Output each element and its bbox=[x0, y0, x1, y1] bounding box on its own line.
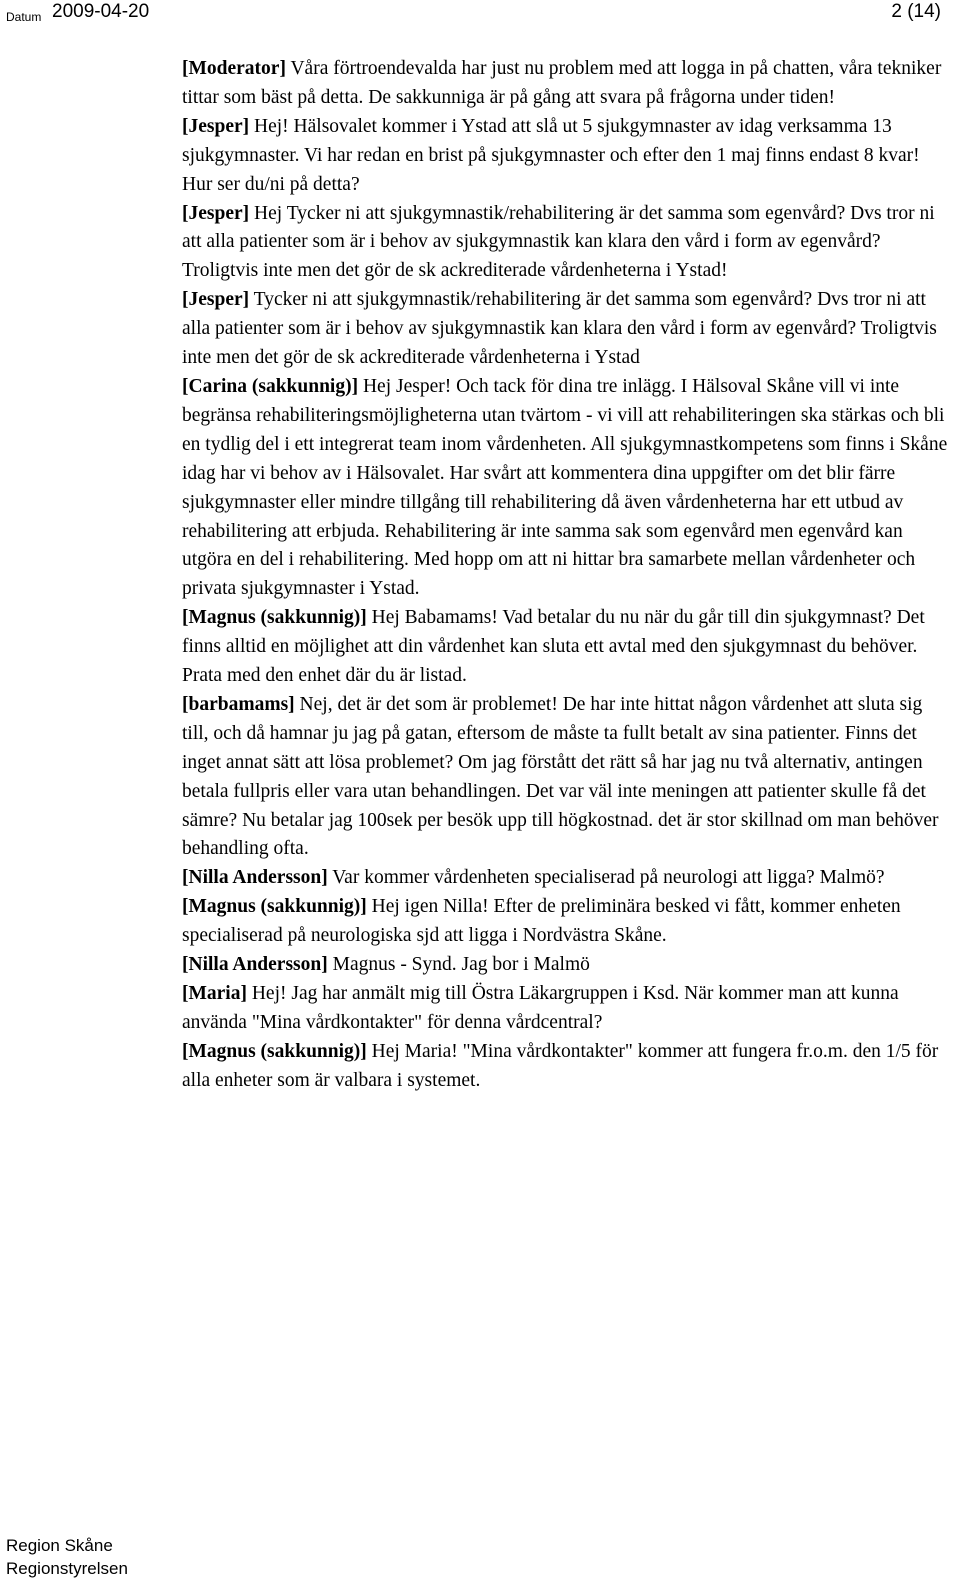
message-author: [barbamams] bbox=[182, 693, 295, 715]
message-author: [Jesper] bbox=[182, 115, 250, 137]
chat-message bbox=[182, 1038, 950, 1096]
chat-message bbox=[182, 200, 950, 287]
message-author: [Maria] bbox=[182, 983, 247, 1004]
chat-transcript bbox=[182, 55, 950, 1096]
chat-message bbox=[182, 893, 950, 951]
department-name: Regionstyrelsen bbox=[6, 1559, 128, 1578]
chat-message bbox=[182, 951, 950, 980]
chat-message bbox=[182, 980, 950, 1038]
message-text: Våra förtroendevalda har just nu problem med att logga in på chatten, våra tekniker tittar som bäst på detta. De sakkunniga är på gång att svara på frågorna under tiden! bbox=[182, 58, 942, 108]
message-text: Hej Maria! "Mina vårdkontakter" kommer att fungera fr.o.m. den 1/5 för alla enheter som är valbara i systemet. bbox=[182, 1040, 939, 1091]
organization-name: Region Skåne bbox=[6, 1536, 113, 1555]
message-text: Hej! Hälsovalet kommer i Ystad att slå ut 5 sjukgymnaster av idag verksamma 13 sjukgymnaster. Vi har redan en brist på sjukgymnaster och efter den 1 maj finns endast 8 kvar! Hur ser du/ni på detta? bbox=[182, 115, 920, 195]
message-text: Hej Babamams! Vad betalar du nu när du går till din sjukgymnast? Det finns alltid en möjlighet att din vårdenhet kan sluta ett avtal med den sjukgymnast du behöver. Prata med den enhet där du är listad. bbox=[182, 607, 925, 687]
chat-message bbox=[182, 113, 950, 200]
chat-message bbox=[182, 691, 950, 864]
message-author: [Magnus (sakkunnig)] bbox=[182, 896, 367, 918]
chat-message bbox=[182, 55, 950, 113]
message-text: Hej! Jag har anmält mig till Östra Läkargruppen i Ksd. När kommer man att kunna använda "Mina vårdkontakter" för denna vårdcentral? bbox=[182, 983, 899, 1033]
message-author: [Jesper] bbox=[182, 202, 250, 224]
message-text: Magnus - Synd. Jag bor i Malmö bbox=[327, 954, 590, 976]
page-header bbox=[0, 0, 960, 30]
chat-message bbox=[182, 864, 950, 893]
message-author: [Magnus (sakkunnig)] bbox=[182, 607, 367, 629]
message-author: [Carina (sakkunnig)] bbox=[182, 375, 359, 397]
message-author: [Nilla Andersson] bbox=[182, 867, 328, 889]
chat-message bbox=[182, 373, 950, 604]
message-text: Hej Jesper! Och tack för dina tre inlägg. I Hälsoval Skåne vill vi inte begränsa rehabiliteringsmöjligheterna utan tvärtom - vi vill att rehabiliteringen ska stärkas och bli en tydlig del i ett integrerat team inom vårdenheten. All sjukgymnastkompetens som finns i Skåne idag har vi behov av i Hälsovalet. Har svårt att kommentera dina uppgifter om det blir färre sjukgymnaster eller mindre tillgång till rehabilitering då även vårdenheterna har ett utbud av rehabilitering att erbjuda. Rehabilitering är inte samma sak som egenvård men egenvård kan utgöra en del i rehabilitering. Med hopp om att ni hittar bra samarbete mellan vårdenheter och privata sjukgymnaster i Ystad. bbox=[182, 375, 948, 600]
chat-message bbox=[182, 286, 950, 373]
page-footer bbox=[6, 1534, 128, 1580]
message-text: Tycker ni att sjukgymnastik/rehabilitering är det samma som egenvård? Dvs tror ni att alla patienter som är i behov av sjukgymnastik kan klara den vård i form av egenvård? Troligtvis inte men det gör de sk ackrediterade vårdenheterna i Ystad bbox=[182, 289, 937, 369]
message-text: Hej igen Nilla! Efter de preliminära besked vi fått, kommer enheten specialiserad på neurologiska sjd att ligga i Nordvästra Skåne. bbox=[182, 896, 901, 947]
page-number: 2 (14) bbox=[891, 1, 941, 22]
message-text: Nej, det är det som är problemet! De har inte hittat någon vårdenhet att sluta sig till, och då hamnar ju jag på gatan, eftersom de måste ta fullt betalt av sina patienter. Finns det inget annat sätt att lösa problemet? Om jag förstått det rätt så har jag nu två alternativ, antingen betala fullpris eller vara utan behandlingen. Det var väl inte meningen att patienter skulle få det sämre? Nu betalar jag 100sek per besök upp till högkostnad. det är stor skillnad om man behöver behandling ofta. bbox=[182, 693, 939, 860]
chat-message bbox=[182, 604, 950, 691]
message-text: Var kommer vårdenheten specialiserad på neurologi att ligga? Malmö? bbox=[327, 867, 885, 889]
message-author: [Magnus (sakkunnig)] bbox=[182, 1040, 367, 1062]
message-author: [Jesper] bbox=[182, 289, 250, 311]
message-text: Hej Tycker ni att sjukgymnastik/rehabilitering är det samma som egenvård? Dvs tror ni att alla patienter som är i behov av sjukgymnastik kan klara den vård i form av egenvård? Troligtvis inte men det gör de sk ackrediterade vårdenheterna i Ystad! bbox=[182, 202, 935, 282]
message-author: [Moderator] bbox=[182, 58, 286, 79]
message-author: [Nilla Andersson] bbox=[182, 954, 328, 976]
document-date: 2009-04-20 bbox=[52, 1, 150, 22]
date-label: Datum bbox=[6, 10, 42, 24]
